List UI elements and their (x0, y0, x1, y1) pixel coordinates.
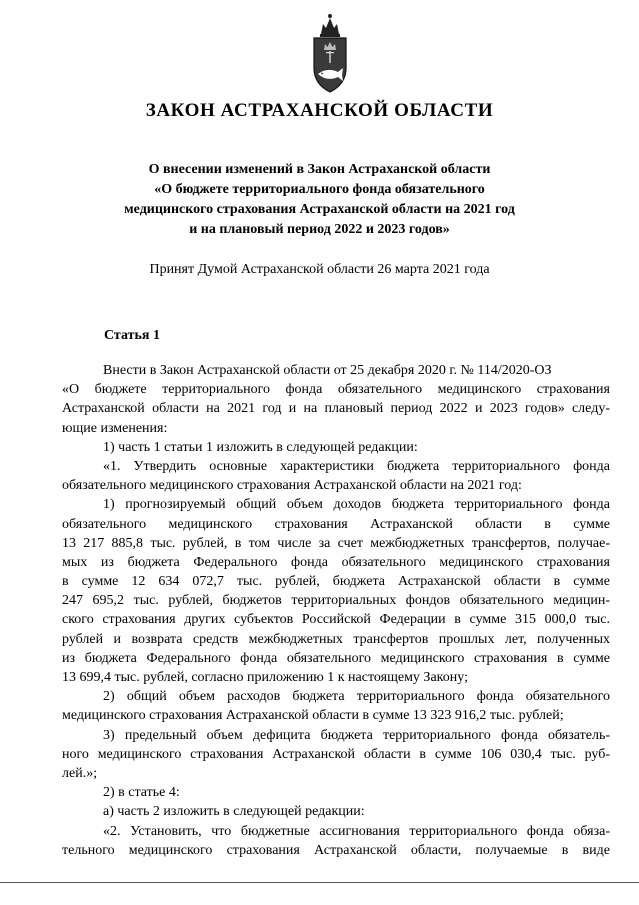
body-line: 1) часть 1 статьи 1 изложить в следующей редакции: (103, 439, 418, 455)
body-line: ющие изменения: (62, 420, 168, 436)
body-line: ного медицинского страхования Астраханской области в сумме 106 030,4 тыс. руб- (62, 746, 610, 762)
body-line: лей.»; (62, 765, 98, 781)
body-line: 1) прогнозируемый общий объем доходов бюджета территориального фонда (103, 497, 610, 513)
body-line: 247 695,2 тыс. рублей, бюджетов территориальных фондов обязательного медицин- (62, 593, 610, 609)
body-line: 13 699,4 тыс. рублей, согласно приложению 1 к настоящему Закону; (62, 670, 468, 685)
body-line: «О бюджете территориального фонда обязательного медицинского страхования (62, 382, 610, 398)
subtitle-line: «О бюджете территориального фонда обязательного (154, 182, 485, 197)
body-line: тельного медицинского страхования Астраханской области, получаемые в виде (62, 842, 610, 858)
article-heading: Статья 1 (104, 328, 160, 343)
body-line: из бюджета Федерального фонда обязательного медицинского страхования в сумме (62, 650, 610, 666)
subtitle-line: О внесении изменений в Закон Астраханской области (148, 162, 491, 177)
article-body (62, 361, 610, 860)
body-line: мых из бюджета Федерального фонда обязательного медицинского страхования (62, 554, 610, 570)
body-line: 3) предельный объем дефицита бюджета территориального фонда обязатель- (103, 727, 610, 743)
adoption-statement: Принят Думой Астраханской области 26 марта 2021 года (149, 262, 490, 277)
body-line: ского страхования других субъектов Российской Федерации в сумме 315 000,0 тыс. (62, 612, 610, 628)
body-line: а) часть 2 изложить в следующей редакции: (103, 804, 365, 820)
body-line: 2) общий объем расходов бюджета территориального фонда обязательного (103, 689, 610, 705)
body-line: 2) в статье 4: (103, 785, 180, 801)
page-bottom-rule (0, 882, 639, 883)
body-line: обязательного медицинского страхования Астраханской области в сумме (62, 516, 610, 532)
body-line: обязательного медицинского страхования Астраханской области на 2021 год: (62, 478, 522, 494)
subtitle-line: и на плановый период 2022 и 2023 годов» (189, 222, 450, 237)
body-line: «1. Утвердить основные характеристики бюджета территориального фонда (103, 458, 610, 474)
body-line: в сумме 12 634 072,7 тыс. рублей, бюджета Астраханской области в сумме (62, 574, 610, 590)
body-line: «2. Установить, что бюджетные ассигнования территориального фонда обяза- (103, 823, 610, 839)
body-line: Астраханской области на 2021 год и на плановый период 2022 и 2023 годов» следу- (62, 401, 610, 417)
body-line: Внести в Закон Астраханской области от 25 декабря 2020 г. № 114/2020-ОЗ (103, 363, 552, 378)
law-subtitle (0, 160, 639, 240)
body-line: рублей и возврата средств межбюджетных трансфертов прошлых лет, полученных (62, 631, 610, 647)
subtitle-line: медицинского страхования Астраханской области на 2021 год (124, 202, 515, 217)
coat-of-arms-icon (305, 12, 355, 96)
body-line: 13 217 885,8 тыс. рублей, в том числе за счет межбюджетных трансфертов, получае- (62, 535, 610, 551)
body-line: медицинского страхования Астраханской области в сумме 13 323 916,2 тыс. рублей; (62, 708, 564, 724)
law-title: ЗАКОН АСТРАХАНСКОЙ ОБЛАСТИ (145, 100, 494, 121)
